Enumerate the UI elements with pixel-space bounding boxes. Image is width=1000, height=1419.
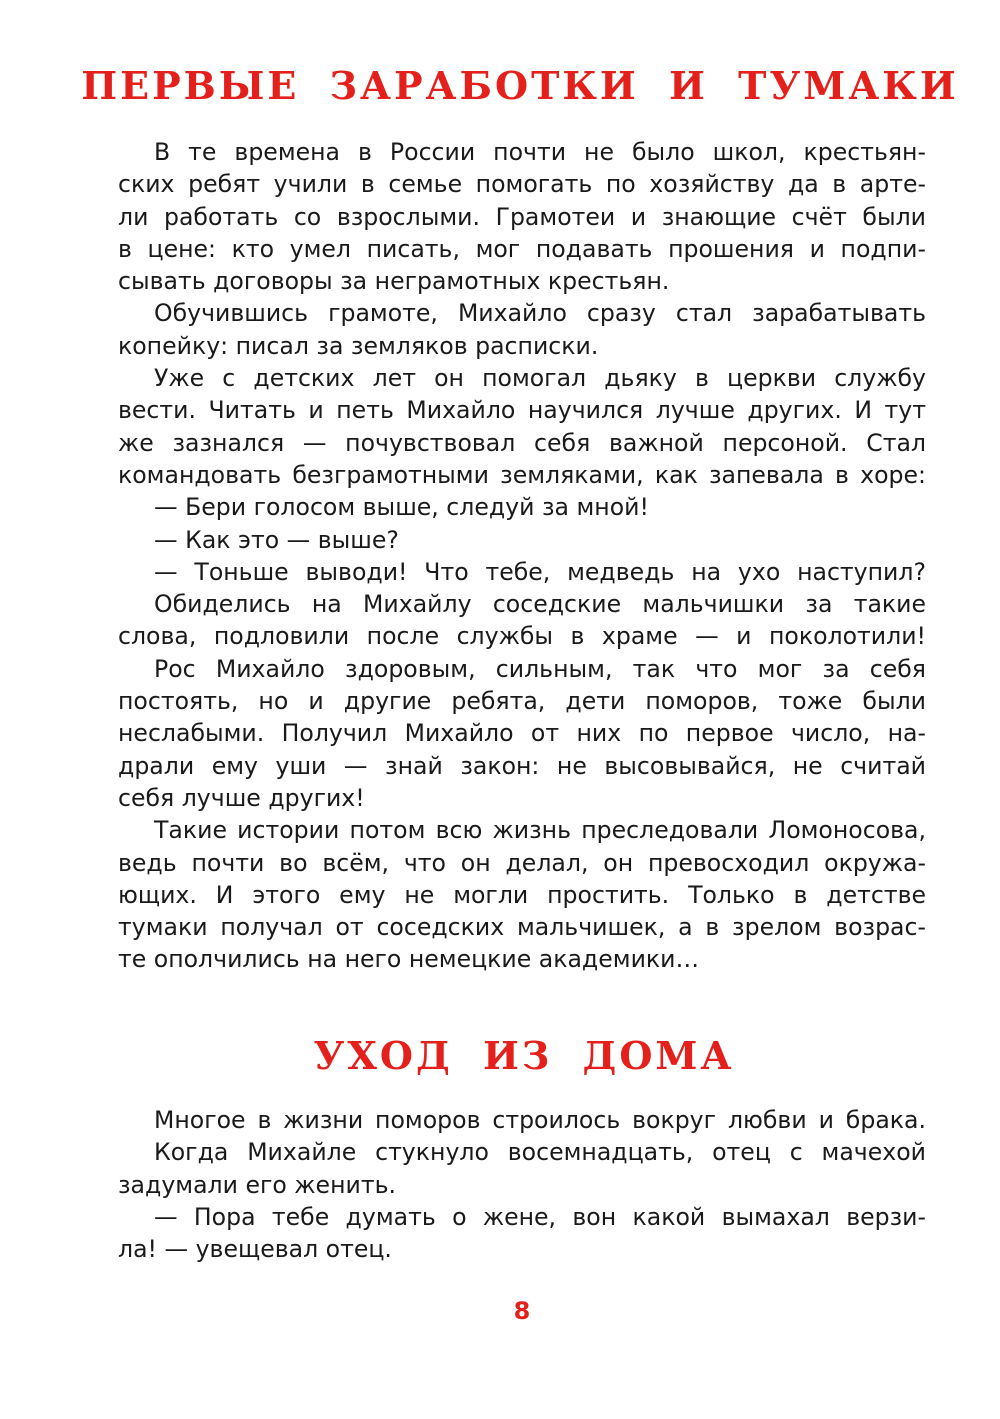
text-line: тумаки получал от соседских мальчишек, а в зрелом возрас- [118, 913, 926, 942]
text-line: Многое в жизни поморов строилось вокруг любви и брака. [154, 1106, 926, 1134]
section-body [118, 1104, 926, 1265]
section-body [118, 136, 926, 976]
text-line: В те времена в России почти не было школ, крестьян- [154, 138, 926, 166]
text-line: ли работать со взрослыми. Грамотеи и знающие счёт были [118, 202, 926, 231]
text-line: постоять, но и другие ребята, дети поморов, тоже были [118, 687, 926, 716]
text-line: Обучившись грамоте, Михайло сразу стал зарабатывать [154, 299, 926, 328]
text-line: себя лучше других! [118, 783, 365, 812]
text-line: те ополчились на него немецкие академики… [118, 945, 700, 974]
section-title: ПЕРВЫЕ ЗАРАБОТКИ И ТУМАКИ [81, 63, 959, 108]
text-line: Уже с детских лет он помогал дьяку в церкви службу [154, 364, 926, 393]
section-title: УХОД ИЗ ДОМА [313, 1033, 735, 1078]
dialogue-line: — Тоньше выводи! Что тебе, медведь на ухо наступил? [154, 557, 926, 586]
text-line: ведь почти во всём, что он делал, он превосходил окружа- [118, 848, 926, 877]
text-line: командовать безграмотными земляками, как запевала в хоре: [118, 460, 926, 489]
dialogue-line: — Пора тебе думать о жене, вон какой вымахал верзи- [154, 1202, 926, 1231]
page-number: 8 [513, 1297, 531, 1325]
text-line: Когда Михайле стукнуло восемнадцать, отец с мачехой [154, 1138, 926, 1167]
text-line: неслабыми. Получил Михайло от них по первое число, на- [118, 719, 926, 748]
text-line: копейку: писал за земляков расписки. [118, 331, 599, 360]
text-line: вести. Читать и петь Михайло научился лучше других. И тут [118, 396, 926, 425]
text-line: задумали его женить. [118, 1170, 396, 1199]
text-line: драли ему уши — знай закон: не высовывайся, не считай [118, 751, 926, 780]
text-line: Такие истории потом всю жизнь преследовали Ломоносова, [154, 816, 926, 845]
text-line: ющих. И этого ему не могли простить. Только в детстве [118, 880, 926, 909]
text-line: Рос Михайло здоровым, сильным, так что мог за себя [154, 654, 926, 683]
text-line: Обиделись на Михайлу соседские мальчишки за такие [154, 590, 926, 619]
dialogue-line: — Как это — выше? [154, 525, 399, 554]
dialogue-line: — Бери голосом выше, следуй за мной! [154, 493, 649, 522]
text-line: сывать договоры за неграмотных крестьян. [118, 267, 670, 296]
text-line: слова, подловили после службы в храме — и поколотили! [118, 622, 926, 651]
text-line: в цене: кто умел писать, мог подавать прошения и подпи- [118, 234, 926, 263]
text-line: же зазнался — почувствовал себя важной персоной. Стал [118, 428, 926, 457]
text-line: ских ребят учили в семье помогать по хозяйству да в арте- [118, 170, 926, 199]
text-line: ла! — увещевал отец. [118, 1235, 392, 1264]
